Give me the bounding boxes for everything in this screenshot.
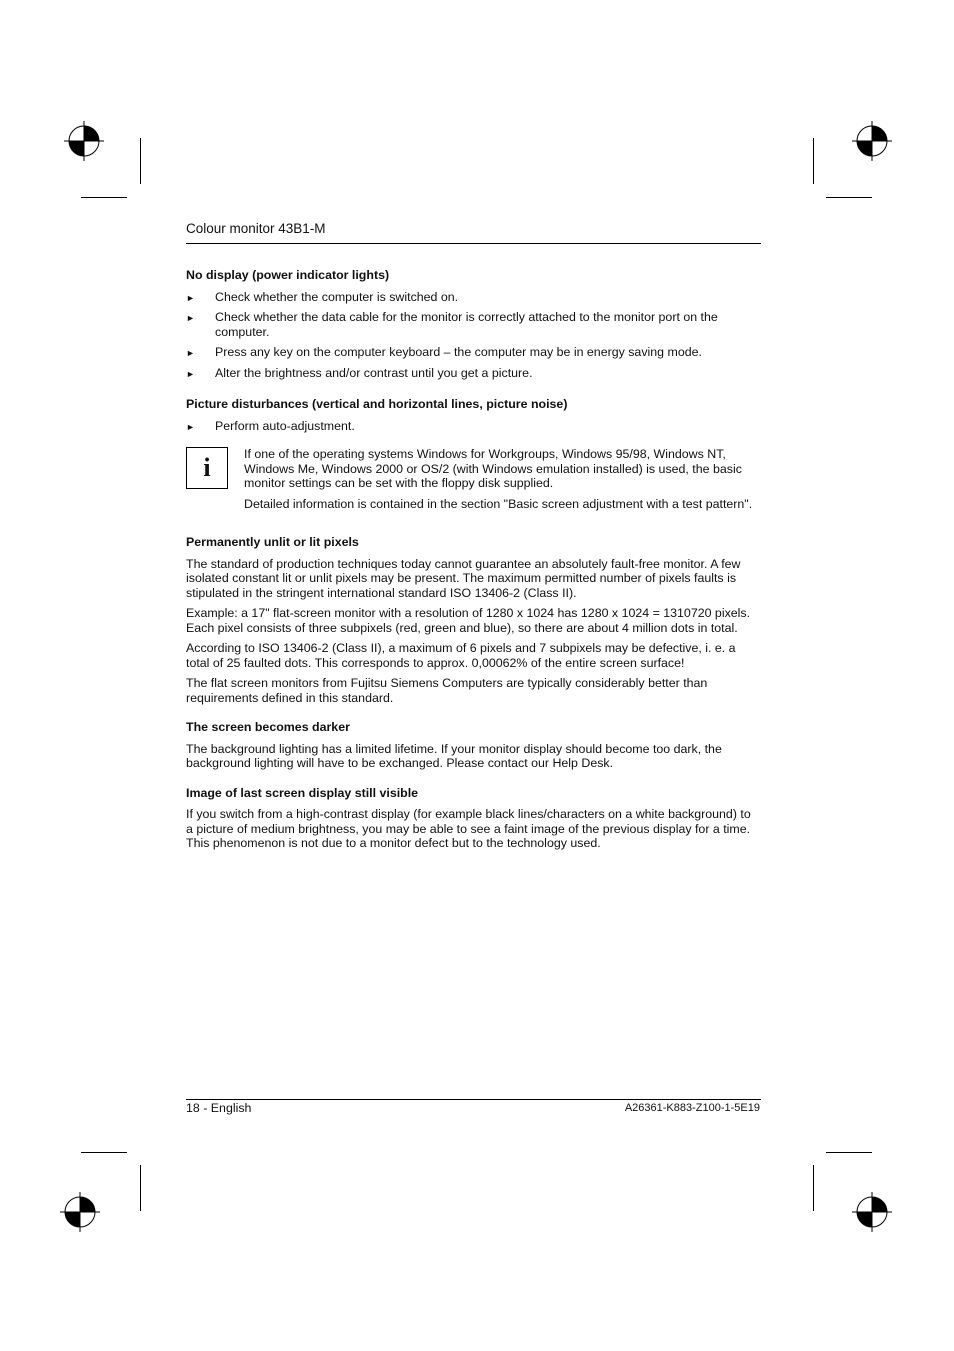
section-screen-darker — [186, 720, 761, 771]
section-heading: Permanently unlit or lit pixels — [186, 535, 359, 549]
registration-mark-icon — [60, 1192, 100, 1232]
page-number: 18 - English — [186, 1101, 252, 1115]
info-paragraph: Detailed information is contained in the section "Basic screen adjustment with a test pattern". — [244, 496, 753, 511]
registration-mark-icon — [852, 121, 892, 161]
bullet-list — [186, 419, 761, 434]
paragraph: Example: a 17" flat-screen monitor with a resolution of 1280 x 1024 has 1280 x 1024 = 1310720 pixels. Each pixel consists of three subpixels (red, green and blue), so there are about 4 million dots in total. — [186, 606, 751, 635]
crop-mark — [813, 138, 814, 184]
page-header-title: Colour monitor 43B1-M — [186, 221, 326, 236]
info-paragraph: If one of the operating systems Windows for Workgroups, Windows 95/98, Windows NT, Windows Me, Windows 2000 or OS/2 (with Windows emulation installed) is used, the basic monitor settings can be set with the floppy disk supplied. — [244, 447, 742, 490]
list-item: ► Check whether the computer is switched on. — [186, 289, 459, 304]
crop-mark — [81, 1152, 127, 1153]
paragraph: According to ISO 13406-2 (Class II), a maximum of 6 pixels and 7 subpixels may be defective, i. e. a total of 25 faulted dots. This corresponds to approx. 0,00062% of the entire screen surface! — [186, 641, 736, 670]
section-heading: No display (power indicator lights) — [186, 268, 390, 282]
bullet-arrow-icon: ► — [186, 292, 195, 303]
crop-mark — [813, 1165, 814, 1211]
info-text — [244, 447, 761, 511]
paragraph: The flat screen monitors from Fujitsu Siemens Computers are typically considerably better than requirements defined in this standard. — [186, 676, 708, 705]
section-pixels — [186, 535, 761, 705]
info-icon: i — [186, 447, 228, 489]
crop-mark — [826, 197, 872, 198]
section-heading: The screen becomes darker — [186, 720, 350, 734]
section-heading: Image of last screen display still visible — [186, 785, 419, 800]
info-note — [186, 447, 761, 511]
crop-mark — [826, 1152, 872, 1153]
header-divider — [186, 243, 761, 244]
list-item: ► Check whether the data cable for the monitor is correctly attached to the monitor port on the computer. — [186, 310, 718, 339]
list-item: ► Perform auto-adjustment. — [186, 418, 355, 433]
paragraph: The standard of production techniques today cannot guarantee an absolutely fault-free monitor. A few isolated constant lit or unlit pixels may be present. The maximum permitted number of pixels faults is stipulated in the stringent international standard ISO 13406-2 (Class II). — [186, 556, 741, 600]
bullet-arrow-icon: ► — [186, 368, 195, 379]
section-last-image — [186, 786, 761, 851]
bullet-arrow-icon: ► — [186, 348, 195, 358]
section-heading: Picture disturbances (vertical and horizontal lines, picture noise) — [186, 397, 568, 411]
page-content — [186, 268, 761, 857]
paragraph: The background lighting has a limited lifetime. If your monitor display should become too dark, the background lighting will have to be exchanged. Please contact our Help Desk. — [186, 741, 722, 770]
footer-divider — [186, 1099, 761, 1100]
bullet-list — [186, 290, 761, 381]
list-item: ► Press any key on the computer keyboard – the computer may be in energy saving mode. — [186, 345, 702, 359]
registration-mark-icon — [852, 1192, 892, 1232]
paragraph: If you switch from a high-contrast display (for example black lines/characters on a white background) to a picture of medium brightness, you may be able to see a faint image of the previous display for a time. This phenomenon is not due to a monitor defect but to the technology used. — [186, 807, 751, 850]
bullet-arrow-icon: ► — [186, 421, 195, 432]
registration-mark-icon — [64, 121, 104, 161]
crop-mark — [140, 1165, 141, 1211]
crop-mark — [140, 138, 141, 184]
bullet-arrow-icon: ► — [186, 313, 195, 323]
section-no-display — [186, 268, 761, 380]
section-picture-disturbances — [186, 397, 761, 511]
crop-mark — [81, 197, 127, 198]
list-item: ► Alter the brightness and/or contrast until you get a picture. — [186, 365, 533, 380]
document-code: A26361-K883-Z100-1-5E19 — [624, 1102, 760, 1114]
